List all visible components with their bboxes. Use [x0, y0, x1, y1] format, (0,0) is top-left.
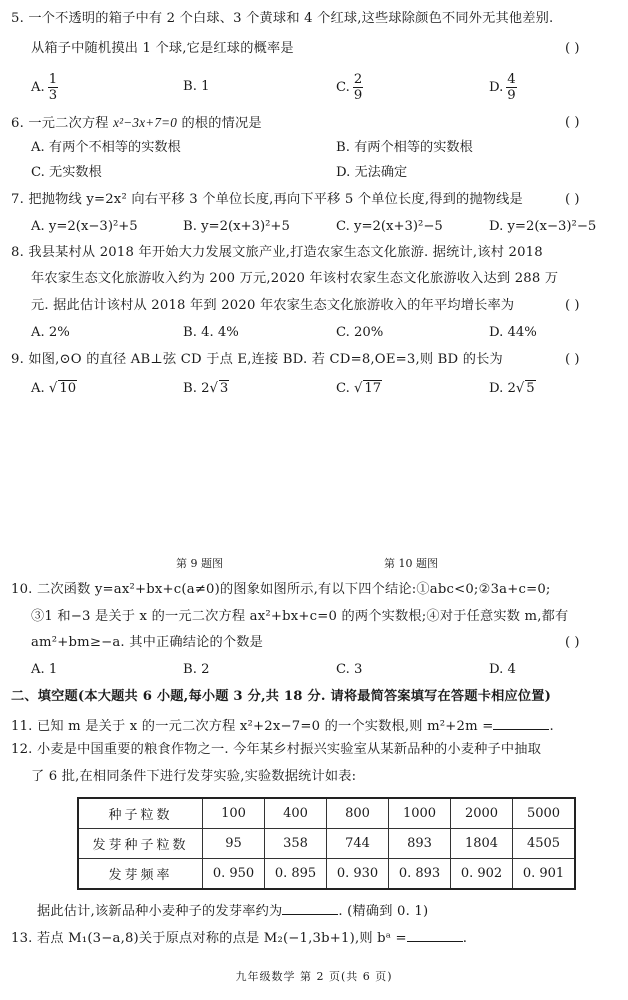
option-label: A.	[31, 381, 45, 396]
table-row	[78, 798, 575, 829]
q6-prefix: 6. 一元二次方程	[11, 116, 114, 131]
row-header: 种子粒数	[78, 798, 203, 829]
q12-stem-line2: 了 6 批,在相同条件下进行发芽实验,实验数据统计如表:	[31, 769, 357, 784]
q5-stem-line1: 5. 一个不透明的箱子中有 2 个白球、3 个黄球和 4 个红球,这些球除颜色不同外无其他差别.	[11, 11, 554, 26]
table-cell: 1000	[389, 798, 451, 829]
option-label: A.	[31, 80, 45, 95]
q5-answer-paren: ( )	[565, 41, 580, 56]
q10-option-d: D. 4	[489, 662, 516, 677]
table-cell: 2000	[451, 798, 513, 829]
table-cell: 358	[265, 829, 327, 859]
q13-stem	[11, 927, 467, 948]
table-cell: 0. 902	[451, 859, 513, 890]
numerator: 1	[48, 72, 58, 87]
q5-option-c	[336, 72, 363, 103]
table-cell: 0. 950	[203, 859, 265, 890]
option-label: B. 2	[183, 381, 210, 396]
q6-option-c: C. 无实数根	[31, 165, 102, 180]
q10-stem-line3: am²+bm≥−a. 其中正确结论的个数是	[31, 635, 264, 650]
q5-option-b: B. 1	[183, 79, 210, 94]
q7-answer-paren: ( )	[565, 192, 580, 207]
q12-followup-text: 据此估计,该新品种小麦种子的发芽率约为	[37, 904, 283, 919]
q6-stem	[11, 114, 262, 133]
table-cell: 4505	[513, 829, 576, 859]
figure-area	[0, 405, 628, 553]
page-footer: 九年级数学 第 2 页(共 6 页)	[235, 970, 393, 983]
q12-precision-note: . (精确到 0. 1)	[338, 904, 429, 919]
q8-option-d: D. 44%	[489, 325, 537, 340]
q5-stem-line2: 从箱子中随机摸出 1 个球,它是红球的概率是	[31, 41, 294, 56]
q10-option-c: C. 3	[336, 662, 363, 677]
q13-text: 13. 若点 M₁(3−a,8)关于原点对称的点是 M₂(−1,3b+1),则 bᵃ =	[11, 931, 407, 946]
q7-option-b: B. y=2(x+3)²+5	[183, 219, 290, 234]
q10-stem-line1: 10. 二次函数 y=ax²+bx+c(a≠0)的图象如图所示,有以下四个结论:①abc<0;②3a+c=0;	[11, 582, 551, 597]
denominator: 9	[353, 88, 363, 103]
denominator: 3	[48, 88, 58, 103]
option-label: C.	[336, 80, 350, 95]
table-cell: 400	[265, 798, 327, 829]
q8-stem-line2: 年农家生态文化旅游收入约为 200 万元,2020 年该村农家生态文化旅游收入达到 288 万	[31, 271, 559, 286]
q12-answer-blank[interactable]	[282, 900, 338, 915]
q5-option-d	[489, 72, 517, 103]
q8-option-a: A. 2%	[31, 325, 70, 340]
q6-option-d: D. 无法确定	[336, 165, 408, 180]
q6-option-a: A. 有两个不相等的实数根	[31, 140, 181, 155]
q11-answer-blank[interactable]	[493, 715, 549, 730]
table-cell: 744	[327, 829, 389, 859]
fraction	[506, 72, 516, 103]
table-cell: 0. 895	[265, 859, 327, 890]
option-label: C.	[336, 381, 350, 396]
table-cell: 0. 893	[389, 859, 451, 890]
q9-option-b: B. 2√ 3	[183, 381, 229, 396]
q7-option-c: C. y=2(x+3)²−5	[336, 219, 443, 234]
q8-stem-line3: 元. 据此估计该村从 2018 年到 2020 年农家生态文化旅游收入的年平均增长率为	[31, 298, 515, 313]
option-label: D.	[489, 80, 504, 95]
table-cell: 800	[327, 798, 389, 829]
q7-option-d: D. y=2(x−3)²−5	[489, 219, 597, 234]
radicand: 17	[364, 381, 382, 396]
table-cell: 0. 901	[513, 859, 576, 890]
q8-answer-paren: ( )	[565, 298, 580, 313]
q6-answer-paren: ( )	[565, 115, 580, 130]
q9-option-c: C. √ 17	[336, 381, 382, 396]
germination-table	[77, 797, 576, 890]
fraction	[353, 72, 363, 103]
q6-option-b: B. 有两个相等的实数根	[336, 140, 473, 155]
q7-stem: 7. 把抛物线 y=2x² 向右平移 3 个单位长度,再向下平移 5 个单位长度,得到的抛物线是	[11, 192, 523, 207]
q5-option-a	[31, 72, 58, 103]
option-label: D. 2	[489, 381, 516, 396]
q6-suffix: 的根的情况是	[177, 116, 262, 131]
section-2-title: 二、填空题(本大题共 6 小题,每小题 3 分,共 18 分. 请将最简答案填写在答题卡相应位置)	[11, 689, 552, 704]
q6-equation: x²−3x+7=0	[113, 115, 178, 130]
row-header: 发芽种子粒数	[78, 829, 203, 859]
q11-end: .	[549, 719, 554, 734]
q12-stem-line1: 12. 小麦是中国重要的粮食作物之一. 今年某乡村振兴实验室从某新品种的小麦种子中抽取	[11, 742, 542, 757]
q9-option-a: A. √ 10	[31, 381, 77, 396]
q9-option-d: D. 2√ 5	[489, 381, 535, 396]
row-header: 发芽频率	[78, 859, 203, 890]
q10-answer-paren: ( )	[565, 635, 580, 650]
q13-answer-blank[interactable]	[407, 927, 463, 942]
numerator: 4	[507, 72, 516, 87]
table-row	[78, 829, 575, 859]
q11-text: 11. 已知 m 是关于 x 的一元二次方程 x²+2x−7=0 的一个实数根,则 m²+2m =	[11, 719, 494, 734]
table-row	[78, 859, 575, 890]
q13-end: .	[462, 931, 468, 946]
table-cell: 95	[203, 829, 265, 859]
q10-stem-line2: ③1 和−3 是关于 x 的一元二次方程 ax²+bx+c=0 的两个实数根;④对于任意实数 m,都有	[31, 609, 569, 624]
figure-9-caption: 第 9 题图	[176, 557, 223, 570]
table-cell: 0. 930	[327, 859, 389, 890]
table-cell: 1804	[451, 829, 513, 859]
q9-answer-paren: ( )	[565, 352, 580, 367]
q11-stem	[11, 715, 554, 736]
q9-stem: 9. 如图,⊙O 的直径 AB⊥弦 CD 于点 E,连接 BD. 若 CD=8,OE=3,则 BD 的长为	[11, 352, 503, 367]
q8-stem-line1: 8. 我县某村从 2018 年开始大力发展文旅产业,打造农家生态文化旅游. 据统计,该村 2018	[11, 245, 543, 260]
figure-10-caption: 第 10 题图	[384, 557, 438, 570]
table-cell: 100	[203, 798, 265, 829]
fraction	[48, 72, 58, 103]
q10-option-b: B. 2	[183, 662, 210, 677]
q10-option-a: A. 1	[31, 662, 58, 677]
table-cell: 893	[389, 829, 451, 859]
denominator: 9	[507, 88, 516, 103]
q8-option-c: C. 20%	[336, 325, 384, 340]
q8-option-b: B. 4. 4%	[183, 325, 239, 340]
radicand: 5	[526, 381, 535, 396]
q7-option-a: A. y=2(x−3)²+5	[31, 219, 138, 234]
radicand: 10	[59, 381, 77, 396]
radicand: 3	[219, 381, 229, 396]
table-cell: 5000	[513, 798, 576, 829]
q12-followup	[37, 900, 428, 921]
numerator: 2	[353, 72, 363, 87]
